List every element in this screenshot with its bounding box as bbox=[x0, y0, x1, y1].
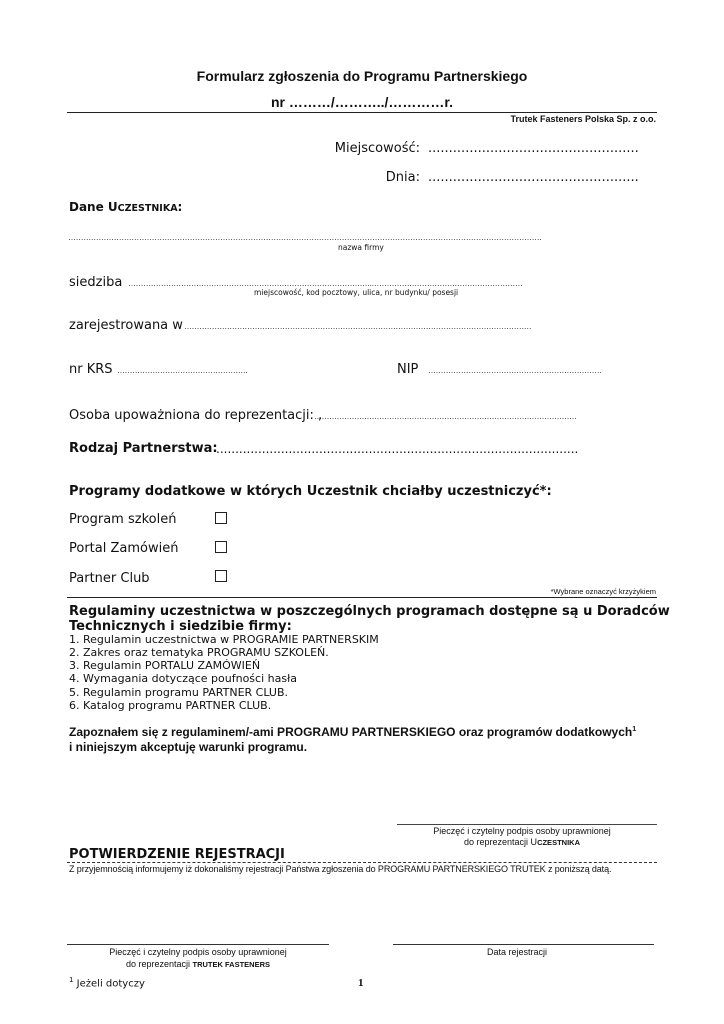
participant-heading-smallcaps: CZESTNIKA bbox=[117, 203, 178, 214]
regulation-item: 1. Regulamin uczestnictwa w PROGRAMIE PARTNERSKIM bbox=[69, 633, 379, 646]
seat-caption: miejscowość, kod pocztowy, ulica, nr budynku/ posesji bbox=[254, 288, 459, 297]
trutek-signature-line[interactable] bbox=[67, 944, 329, 945]
confirmation-heading: POTWIERDZENIE REJESTRACJI bbox=[69, 847, 285, 862]
trutek-signature-bold: TRUTEK FASTENERS bbox=[192, 960, 271, 969]
footnote bbox=[69, 976, 145, 989]
regulations-heading-line2: Technicznych i siedzibie firmy: bbox=[69, 619, 292, 634]
regulation-item: 2. Zakres oraz tematyka PROGRAMU SZKOLEŃ. bbox=[69, 646, 329, 659]
place-field[interactable]: ................................................... bbox=[428, 141, 639, 156]
header-rule bbox=[67, 112, 657, 113]
krs-label: nr KRS bbox=[69, 362, 113, 377]
program-orders-label: Portal Zamówień bbox=[69, 541, 179, 556]
seat-label: siedziba bbox=[69, 275, 123, 290]
regulation-item: 6. Katalog programu PARTNER CLUB. bbox=[69, 699, 272, 712]
participant-signature-smallcaps: CZESTNIKA bbox=[537, 838, 580, 847]
regulation-item: 3. Regulamin PORTALU ZAMÓWIEŃ bbox=[69, 659, 261, 672]
programs-rule bbox=[67, 597, 657, 598]
participant-signature-caption1: Pieczęć i czytelny podpis osoby uprawnionej bbox=[433, 826, 611, 836]
confirmation-text: Z przyjemnością informujemy iż dokonaliśmy rejestracji Państwa zgłoszenia do PROGRAMU PARTNERSKIEGO TRUTEK z poniższą datą. bbox=[69, 864, 612, 874]
partnership-label: Rodzaj Partnerstwa: bbox=[69, 441, 218, 456]
page-number: 1 bbox=[358, 977, 364, 989]
trutek-signature-prefix: do reprezentacji bbox=[125, 959, 190, 969]
program-training-checkbox[interactable] bbox=[215, 512, 227, 524]
representative-label: Osoba upoważniona do reprezentacji: , bbox=[69, 408, 323, 423]
form-number-line: nr ………/………../…………r. bbox=[270, 94, 453, 110]
programs-footnote: *Wybrane oznaczyć krzyżykiem bbox=[550, 587, 656, 596]
form-title: Formularz zgłoszenia do Programu Partnerskiego bbox=[196, 68, 528, 84]
program-partner-club-checkbox[interactable] bbox=[215, 570, 227, 582]
partnership-field[interactable]: ............................................................................................... bbox=[216, 442, 579, 456]
acceptance-line2: i niniejszym akceptuję warunki programu. bbox=[69, 740, 308, 754]
trutek-signature-caption1: Pieczęć i czytelny podpis osoby uprawnionej bbox=[109, 947, 287, 957]
regulation-item: 4. Wymagania dotyczące poufności hasła bbox=[69, 672, 297, 685]
participant-signature-prefix: do reprezentacji U bbox=[464, 837, 538, 847]
program-training-label: Program szkoleń bbox=[69, 512, 177, 527]
date-field[interactable]: ................................................... bbox=[428, 170, 639, 185]
acceptance-text: Zapoznałem się z regulaminem/-ami PROGRAMU PARTNERSKIEGO oraz programów dodatkowych bbox=[69, 725, 633, 739]
nip-field[interactable]: …………………………………………………………… bbox=[428, 366, 602, 375]
acceptance-footnote-ref: 1 bbox=[632, 726, 637, 733]
nip-label: NIP bbox=[397, 362, 419, 377]
seat-field[interactable]: …………………………………………………………………………………….…………………………………………………… bbox=[128, 279, 523, 288]
place-label: Miejscowość: bbox=[334, 141, 420, 156]
krs-field[interactable]: ……………………………………………. bbox=[117, 366, 248, 375]
registered-field[interactable]: ………………………………………………………………………………………………………………………… bbox=[184, 322, 532, 331]
registration-date-label: Data rejestracji bbox=[486, 947, 548, 957]
regulation-item: 5. Regulamin programu PARTNER CLUB. bbox=[69, 686, 289, 699]
trutek-signature-caption2 bbox=[67, 959, 329, 969]
acceptance-line1 bbox=[69, 725, 636, 739]
registered-label: zarejestrowana w bbox=[69, 318, 183, 333]
company-name-caption: nazwa firmy bbox=[338, 243, 384, 252]
regulations-heading-line1: Regulaminy uczestnictwa w poszczególnych programach dostępne są u Doradców bbox=[69, 604, 670, 619]
program-orders-checkbox[interactable] bbox=[215, 541, 227, 553]
confirmation-rule bbox=[67, 862, 657, 863]
company-name-field[interactable]: ……………………………………………………………………………………………………………………………………………………………………. bbox=[68, 233, 542, 242]
footnote-text: Jeżeli dotyczy bbox=[76, 978, 145, 990]
program-partner-club-label: Partner Club bbox=[69, 571, 150, 586]
representative-field[interactable]: …………………………………………………………………………………………… bbox=[314, 412, 577, 421]
programs-heading: Programy dodatkowe w których Uczestnik chciałby uczestniczyć*: bbox=[69, 484, 552, 499]
footnote-marker: 1 bbox=[69, 976, 74, 984]
participant-heading-prefix: Dane U bbox=[69, 200, 118, 214]
participant-heading bbox=[69, 200, 182, 214]
registration-date-line[interactable] bbox=[393, 944, 654, 945]
date-label: Dnia: bbox=[385, 170, 420, 185]
company-name: Trutek Fasteners Polska Sp. z o.o. bbox=[510, 114, 656, 124]
participant-signature-caption2 bbox=[397, 837, 647, 847]
participant-heading-suffix: : bbox=[177, 200, 183, 214]
participant-signature-line[interactable] bbox=[397, 824, 657, 825]
